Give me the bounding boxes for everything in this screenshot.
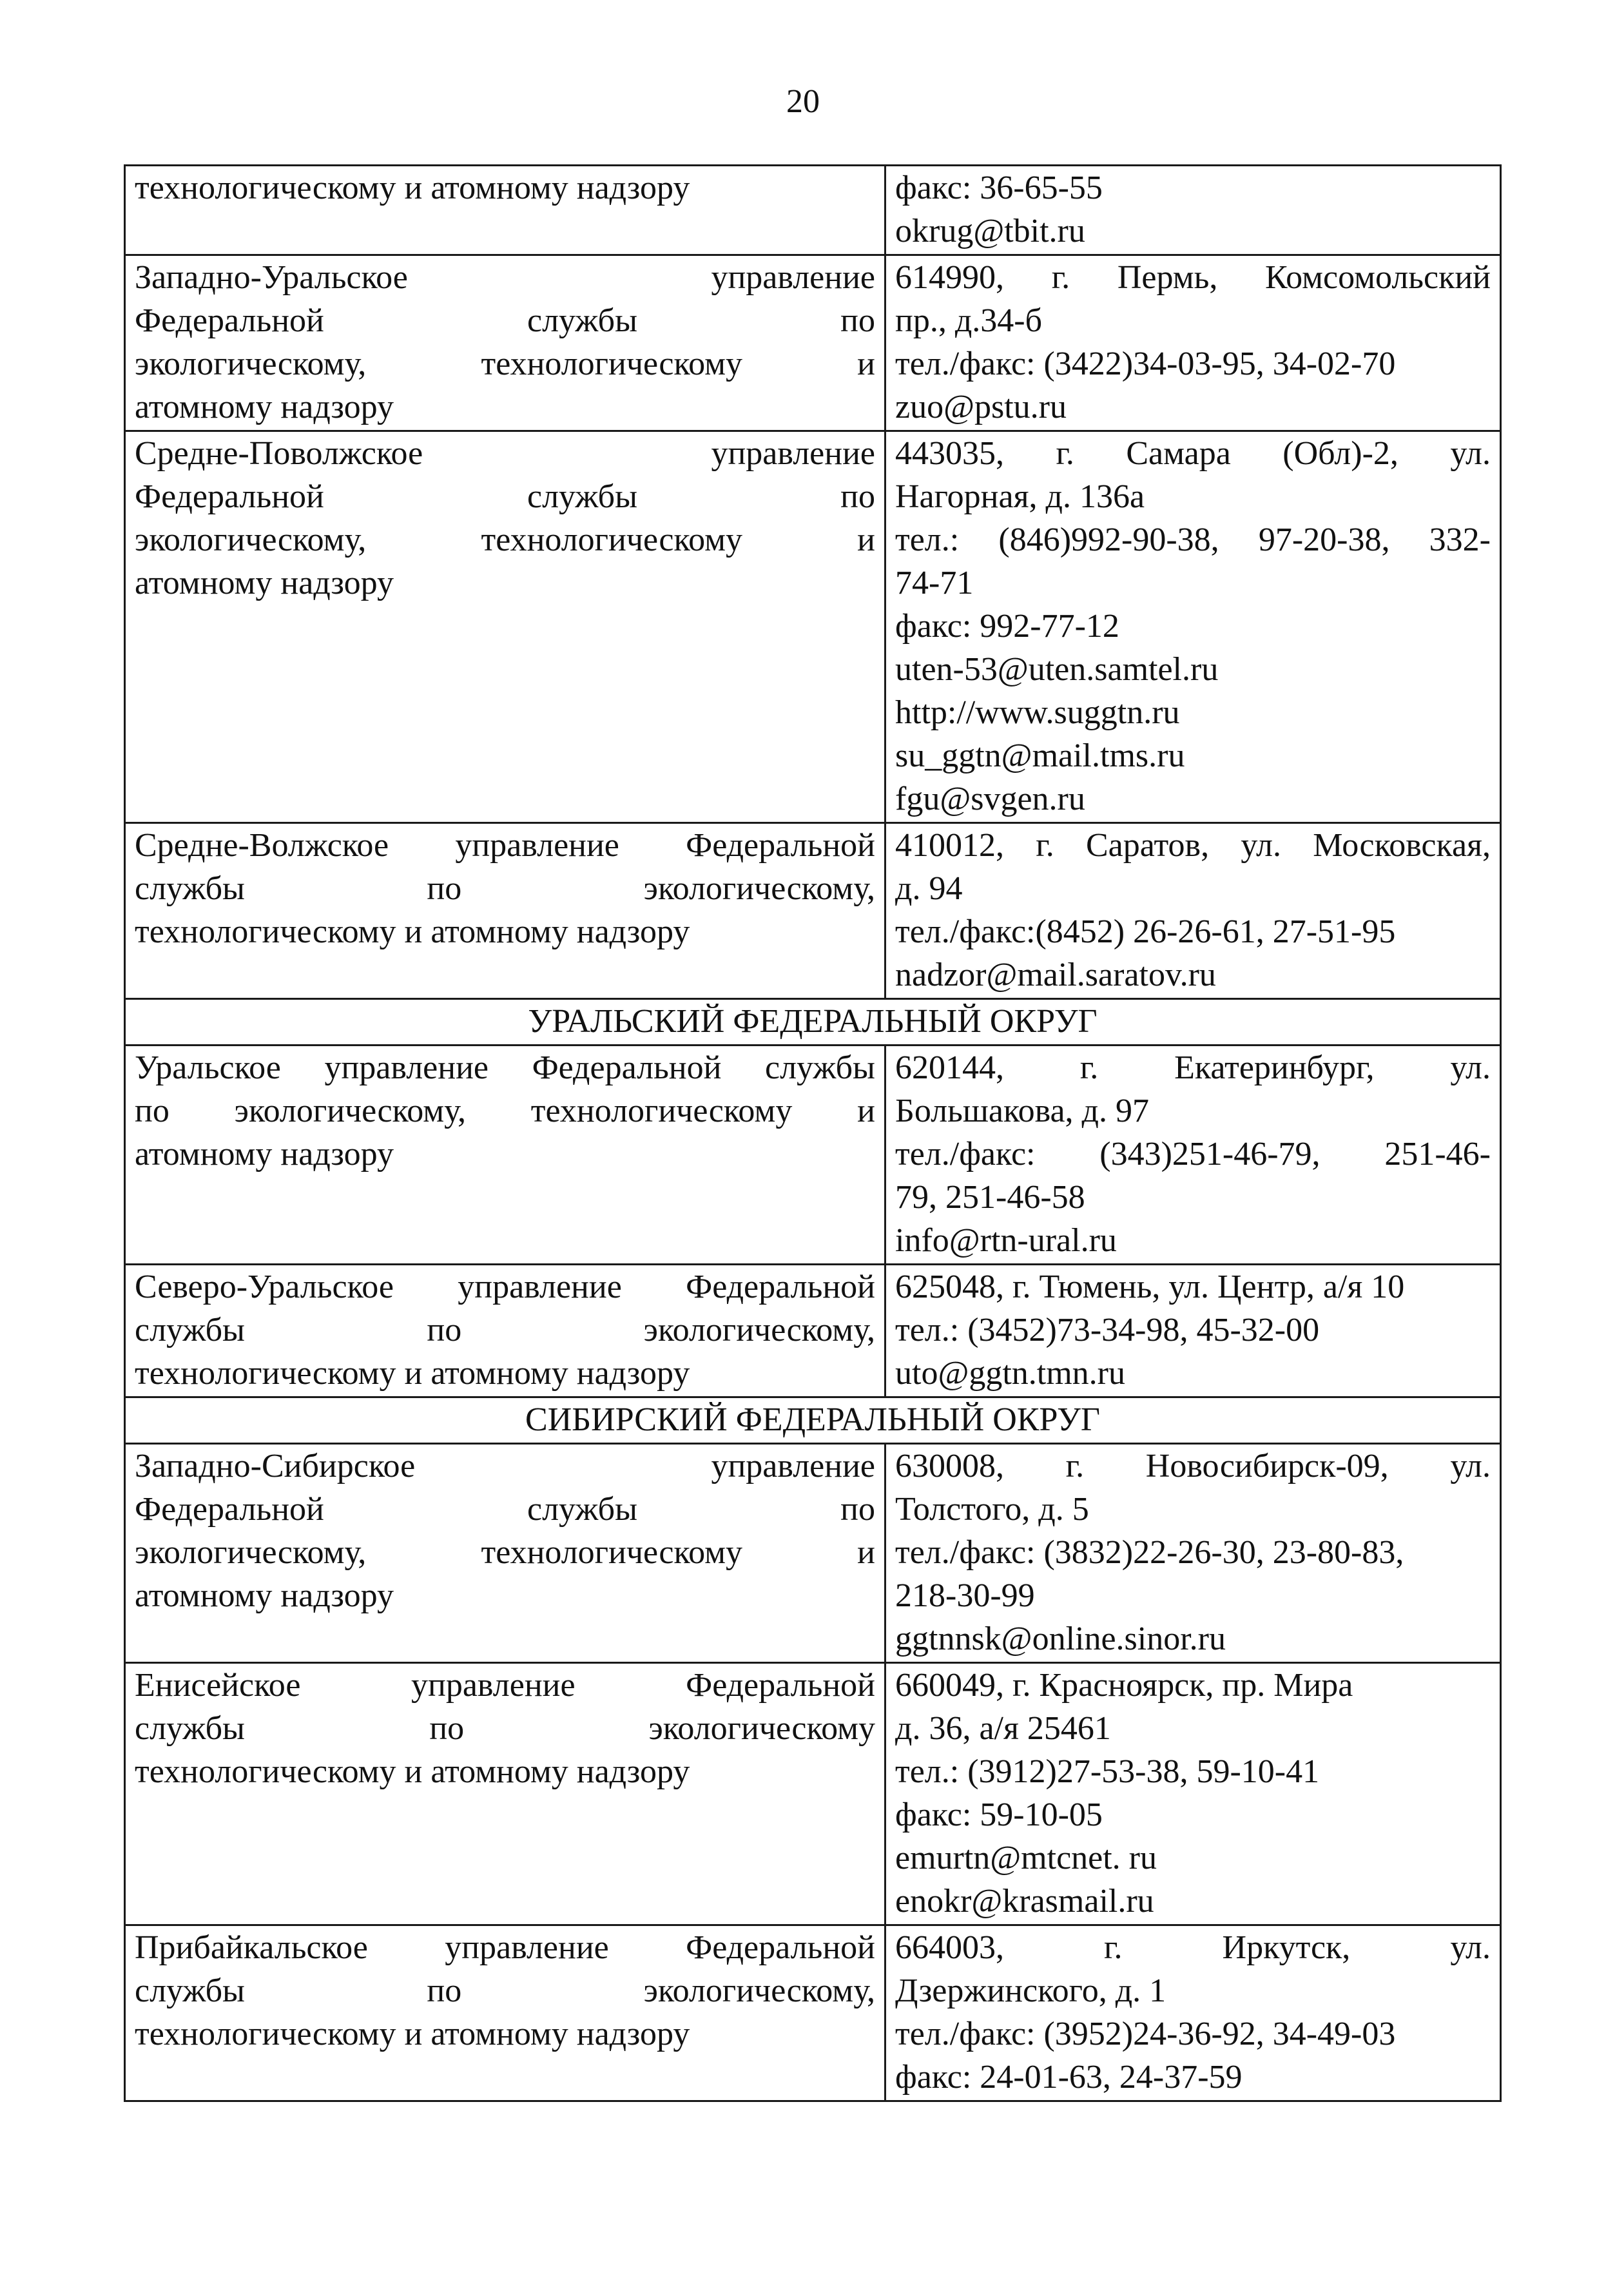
contact-line: Дзержинского, д. 1 [895, 1972, 1166, 2009]
district-header-row [125, 999, 1501, 1046]
org-name-cell [125, 1663, 885, 1925]
contact-line: тел./факс:(8452) 26-26-61, 27-51-95 [895, 913, 1396, 950]
contact-cell [885, 1046, 1501, 1265]
contact-line: 625048, г. Тюмень, ул. Центр, а/я 10 [895, 1269, 1405, 1305]
org-name-cell [125, 1444, 885, 1663]
org-line: Прибайкальское управление Федеральной [135, 1929, 875, 1966]
org-line: экологическому, технологическому и [135, 521, 875, 558]
contact-line: факс: 24-01-63, 24-37-59 [895, 2059, 1243, 2096]
contact-line: http://www.suggtn.ru [895, 694, 1180, 731]
org-line: службы по экологическому, [135, 870, 875, 907]
contact-line: zuo@pstu.ru [895, 389, 1067, 425]
contact-line: 620144, г. Екатеринбург, ул. [895, 1049, 1491, 1086]
contact-line: Большакова, д. 97 [895, 1093, 1149, 1129]
contact-line: 443035, г. Самара (Обл)-2, ул. [895, 435, 1491, 472]
contact-line: тел./факс: (3422)34-03-95, 34-02-70 [895, 345, 1396, 382]
org-line: технологическому и атомному надзору [135, 913, 690, 950]
regional-offices-table [124, 164, 1502, 2102]
org-line: технологическому и атомному надзору [135, 2016, 690, 2052]
org-line: Северо-Уральское управление Федеральной [135, 1269, 875, 1305]
contact-line: Толстого, д. 5 [895, 1491, 1089, 1528]
contact-cell [885, 1925, 1501, 2101]
contact-cell [885, 255, 1501, 431]
org-name-cell [125, 1046, 885, 1265]
contact-line: nadzor@mail.saratov.ru [895, 957, 1216, 993]
contact-line: факс: 36-65-55 [895, 170, 1103, 206]
contact-line: пр., д.34-б [895, 302, 1043, 339]
org-line: экологическому, технологическому и [135, 1534, 875, 1571]
org-line: атомному надзору [135, 1136, 394, 1172]
org-name-cell [125, 823, 885, 999]
contact-line: факс: 59-10-05 [895, 1796, 1103, 1833]
contact-line: uten-53@uten.samtel.ru [895, 651, 1219, 688]
table-row [125, 1444, 1501, 1663]
contact-line: 660049, г. Красноярск, пр. Мира [895, 1667, 1353, 1704]
contact-line: 79, 251-46-58 [895, 1179, 1085, 1216]
contact-line: su_ggtn@mail.tms.ru [895, 737, 1185, 774]
org-line: Уральское управление Федеральной службы [135, 1049, 875, 1086]
district-header-row [125, 1397, 1501, 1444]
org-line: экологическому, технологическому и [135, 345, 875, 382]
org-line: Енисейское управление Федеральной [135, 1667, 875, 1704]
org-line: атомному надзору [135, 565, 394, 601]
contact-line: 74-71 [895, 565, 974, 601]
contact-line: ggtnnsk@online.sinor.ru [895, 1620, 1226, 1657]
table-row [125, 1265, 1501, 1397]
org-line: технологическому и атомному надзору [135, 1355, 690, 1392]
contact-line: fgu@svgen.ru [895, 781, 1085, 817]
contact-line: тел.: (3912)27-53-38, 59-10-41 [895, 1753, 1320, 1790]
contact-cell [885, 166, 1501, 255]
contact-line: 410012, г. Саратов, ул. Московская, [895, 827, 1491, 864]
contact-cell [885, 1444, 1501, 1663]
table-row [125, 431, 1501, 823]
contact-line: 630008, г. Новосибирск-09, ул. [895, 1448, 1491, 1484]
table-row [125, 1925, 1501, 2101]
contact-line: 614990, г. Пермь, Комсомольский [895, 259, 1491, 296]
org-line: по экологическому, технологическому и [135, 1093, 875, 1129]
contact-cell [885, 1265, 1501, 1397]
contact-cell [885, 431, 1501, 823]
org-line: технологическому и атомному надзору [135, 1753, 690, 1790]
contact-line: 218-30-99 [895, 1577, 1035, 1614]
org-line: технологическому и атомному надзору [135, 170, 690, 206]
contact-cell [885, 823, 1501, 999]
contact-line: info@rtn-ural.ru [895, 1222, 1117, 1259]
district-header-siberia: СИБИРСКИЙ ФЕДЕРАЛЬНЫЙ ОКРУГ [125, 1397, 1501, 1444]
org-line: Федеральной службы по [135, 478, 875, 515]
org-name-cell [125, 1265, 885, 1397]
table-row [125, 166, 1501, 255]
table-row [125, 1046, 1501, 1265]
contact-line: факс: 992-77-12 [895, 608, 1119, 645]
contact-line: тел./факс: (3952)24-36-92, 34-49-03 [895, 2016, 1396, 2052]
table-row [125, 1663, 1501, 1925]
org-name-cell [125, 166, 885, 255]
org-line: службы по экологическому, [135, 1312, 875, 1348]
org-line: Западно-Сибирское управление [135, 1448, 875, 1484]
contact-line: emurtn@mtcnet. ru [895, 1840, 1157, 1876]
org-line: службы по экологическому, [135, 1972, 875, 2009]
table-row [125, 255, 1501, 431]
org-name-cell [125, 431, 885, 823]
contact-line: тел.: (846)992-90-38, 97-20-38, 332- [895, 521, 1491, 558]
district-header-ural: УРАЛЬСКИЙ ФЕДЕРАЛЬНЫЙ ОКРУГ [125, 999, 1501, 1046]
contact-line: д. 94 [895, 870, 963, 907]
contact-line: uto@ggtn.tmn.ru [895, 1355, 1125, 1392]
contact-line: тел./факс: (343)251-46-79, 251-46- [895, 1136, 1491, 1172]
contact-line: enokr@krasmail.ru [895, 1883, 1154, 1920]
org-name-cell [125, 255, 885, 431]
contact-line: 664003, г. Иркутск, ул. [895, 1929, 1491, 1966]
org-line: службы по экологическому [135, 1710, 875, 1747]
contact-line: okrug@tbit.ru [895, 213, 1085, 249]
org-name-cell [125, 1925, 885, 2101]
table-row [125, 823, 1501, 999]
org-line: Федеральной службы по [135, 302, 875, 339]
contact-cell [885, 1663, 1501, 1925]
contact-line: д. 36, а/я 25461 [895, 1710, 1111, 1747]
contact-line: тел./факс: (3832)22-26-30, 23-80-83, [895, 1534, 1404, 1571]
org-line: Западно-Уральское управление [135, 259, 875, 296]
contact-line: тел.: (3452)73-34-98, 45-32-00 [895, 1312, 1320, 1348]
org-line: атомному надзору [135, 389, 394, 425]
contact-line: Нагорная, д. 136а [895, 478, 1145, 515]
org-line: Федеральной службы по [135, 1491, 875, 1528]
page-number: 20 [786, 83, 820, 120]
org-line: атомному надзору [135, 1577, 394, 1614]
org-line: Средне-Поволжское управление [135, 435, 875, 472]
org-line: Средне-Волжское управление Федеральной [135, 827, 875, 864]
